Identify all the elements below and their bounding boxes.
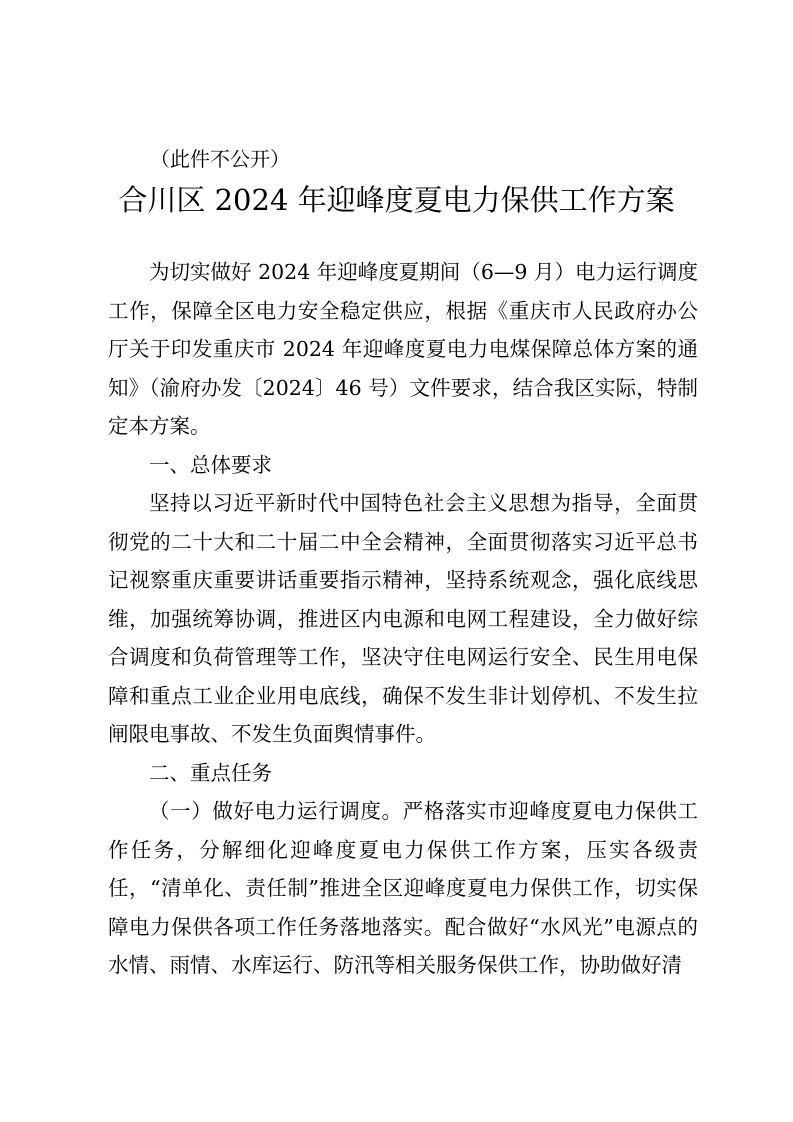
document-title: 合川区 2024 年迎峰度夏电力保供工作方案: [118, 183, 675, 217]
section-heading-general-requirements: 一、总体要求: [149, 452, 272, 477]
confidentiality-notice: （此件不公开）: [150, 147, 290, 171]
document-body: [108, 253, 698, 985]
section-heading-key-tasks: 二、重点任务: [149, 760, 272, 785]
task-power-dispatch-paragraph: （一）做好电力运行调度。严格落实市迎峰度夏电力保供工作任务，分解细化迎峰度夏电力保供工作方案，压实各级责任，“清单化、责任制”推进全区迎峰度夏电力保供工作，切实保障电力保供各项工作任务落地落实。配合做好“水风光”电源点的水情、雨情、水库运行、防汛等相关服务保供工作，协助做好清: [108, 799, 698, 977]
intro-paragraph: 为切实做好 2024 年迎峰度夏期间（6—9 月）电力运行调度工作，保障全区电力安全稳定供应，根据《重庆市人民政府办公厅关于印发重庆市 2024 年迎峰度夏电力电煤保障总体方案的通知》（渝府办发〔2024〕46 号）文件要求，结合我区实际，特制定本方案。: [108, 260, 698, 438]
general-requirements-paragraph: 坚持以习近平新时代中国特色社会主义思想为指导，全面贯彻党的二十大和二十届二中全会精神，全面贯彻落实习近平总书记视察重庆重要讲话重要指示精神，坚持系统观念，强化底线思维，加强统筹协调，推进区内电源和电网工程建设，全力做好综合调度和负荷管理等工作，坚决守住电网运行安全、民生用电保障和重点工业企业用电底线，确保不发生非计划停机、不发生拉闸限电事故、不发生负面舆情事件。: [108, 491, 698, 746]
